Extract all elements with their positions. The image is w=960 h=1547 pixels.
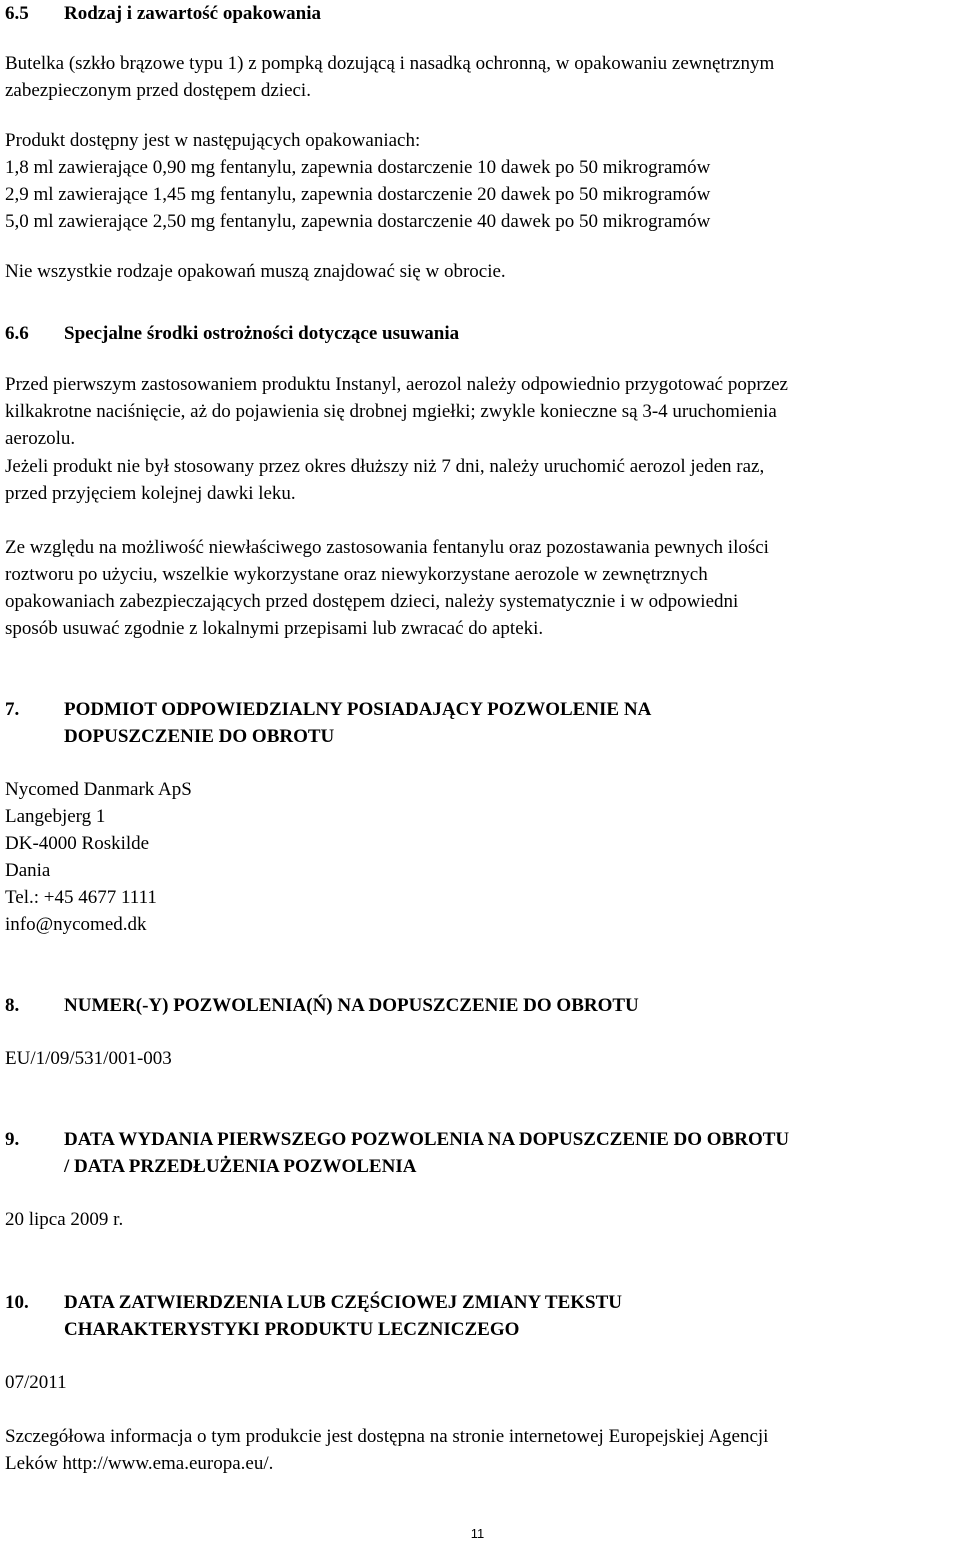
section-8-number: 8. bbox=[5, 995, 20, 1016]
section-9-title-line: / DATA PRZEDŁUŻENIA POZWOLENIA bbox=[64, 1156, 417, 1177]
section-6-6-number: 6.6 bbox=[5, 323, 29, 344]
authorisation-number: EU/1/09/531/001-003 bbox=[5, 1048, 172, 1069]
packaging-option-line: 2,9 ml zawierające 1,45 mg fentanylu, zapewnia dostarczenie 20 dawek po 50 mikrogramów bbox=[5, 184, 711, 205]
section-7-title-line: PODMIOT ODPOWIEDZIALNY POSIADAJĄCY POZWOLENIE NA bbox=[64, 699, 652, 720]
section-10-title-line: DATA ZATWIERDZENIA LUB CZĘŚCIOWEJ ZMIANY TEKSTU bbox=[64, 1292, 622, 1313]
section-6-6-paragraph-3-line: roztworu po użyciu, wszelkie wykorzystane oraz niewykorzystane aerozole w zewnętrznych bbox=[5, 564, 708, 585]
address-city: DK-4000 Roskilde bbox=[5, 833, 150, 854]
packaging-option-line: 1,8 ml zawierające 0,90 mg fentanylu, zapewnia dostarczenie 10 dawek po 50 mikrogramów bbox=[5, 157, 711, 178]
packaging-option-line: 5,0 ml zawierające 2,50 mg fentanylu, zapewnia dostarczenie 40 dawek po 50 mikrogramów bbox=[5, 211, 711, 232]
section-6-6-paragraph-2-line: Jeżeli produkt nie był stosowany przez okres dłuższy niż 7 dni, należy uruchomić aerozol jeden raz, bbox=[5, 456, 765, 477]
ema-info-line: Leków http://www.ema.europa.eu/. bbox=[5, 1453, 274, 1474]
section-6-6-paragraph-1-line: Przed pierwszym zastosowaniem produktu Instanyl, aerozol należy odpowiednio przygotować poprzez bbox=[5, 374, 788, 395]
address-street: Langebjerg 1 bbox=[5, 806, 106, 827]
address-country: Dania bbox=[5, 860, 51, 881]
section-6-6-paragraph-3-line: opakowaniach zabezpieczających przed dostępem dzieci, należy systematycznie i w odpowiedni bbox=[5, 591, 739, 612]
section-6-5-number: 6.5 bbox=[5, 3, 29, 24]
packaging-intro-line: Produkt dostępny jest w następujących opakowaniach: bbox=[5, 130, 421, 151]
section-6-5-title: Rodzaj i zawartość opakowania bbox=[64, 3, 322, 24]
section-6-6-paragraph-3-line: Ze względu na możliwość niewłaściwego zastosowania fentanylu oraz pozostawania pewnych ilości bbox=[5, 537, 769, 558]
section-7-number: 7. bbox=[5, 699, 20, 720]
ema-info-line: Szczegółowa informacja o tym produkcie jest dostępna na stronie internetowej Europejskiej Agencji bbox=[5, 1426, 769, 1447]
revision-date: 07/2011 bbox=[5, 1372, 67, 1393]
section-8-title: NUMER(-Y) POZWOLENIA(Ń) NA DOPUSZCZENIE DO OBROTU bbox=[64, 995, 639, 1016]
section-10-title-line: CHARAKTERYSTYKI PRODUKTU LECZNICZEGO bbox=[64, 1319, 520, 1340]
section-6-6-paragraph-3-line: sposób usuwać zgodnie z lokalnymi przepisami lub zwracać do apteki. bbox=[5, 618, 544, 639]
section-6-5-paragraph-1-line: Butelka (szkło brązowe typu 1) z pompką dozującą i nasadką ochronną, w opakowaniu zewnętrznym bbox=[5, 53, 775, 74]
address-email: info@nycomed.dk bbox=[5, 914, 147, 935]
section-6-5-paragraph-3: Nie wszystkie rodzaje opakowań muszą znajdować się w obrocie. bbox=[5, 261, 506, 282]
section-6-6-paragraph-1-line: aerozolu. bbox=[5, 428, 76, 449]
section-6-6-title: Specjalne środki ostrożności dotyczące usuwania bbox=[64, 323, 460, 344]
section-7-title-line: DOPUSZCZENIE DO OBROTU bbox=[64, 726, 335, 747]
authorisation-date: 20 lipca 2009 r. bbox=[5, 1209, 124, 1230]
section-6-6-paragraph-2-line: przed przyjęciem kolejnej dawki leku. bbox=[5, 483, 296, 504]
company-name: Nycomed Danmark ApS bbox=[5, 779, 192, 800]
page-number: 11 bbox=[470, 1526, 485, 1541]
section-6-5-paragraph-1-line: zabezpieczonym przed dostępem dzieci. bbox=[5, 80, 311, 101]
section-9-title-line: DATA WYDANIA PIERWSZEGO POZWOLENIA NA DOPUSZCZENIE DO OBROTU bbox=[64, 1129, 790, 1150]
address-phone: Tel.: +45 4677 1111 bbox=[5, 887, 157, 908]
section-9-number: 9. bbox=[5, 1129, 20, 1150]
section-6-6-paragraph-1-line: kilkakrotne naciśnięcie, aż do pojawienia się drobnej mgiełki; zwykle konieczne są 3-4 uruchomienia bbox=[5, 401, 777, 422]
section-10-number: 10. bbox=[5, 1292, 29, 1313]
